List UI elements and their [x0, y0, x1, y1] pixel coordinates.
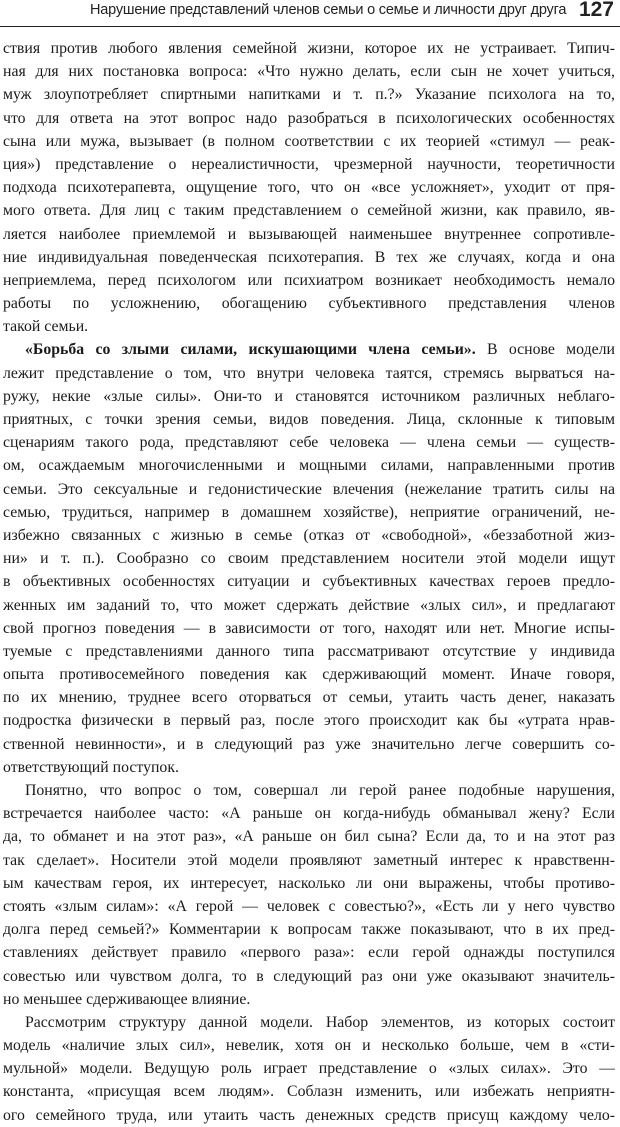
text-line: ние индивидуальная поведенческая психотерапия. В тех же случаях, когда и она [3, 248, 615, 266]
text-line: мульной» модели. Ведущую роль играет представление о «злых силах». Это — [3, 1060, 615, 1078]
text-line: свой прогноз поведения — в зависимости от того, находят или нет. Многие испы- [3, 619, 615, 637]
text-line: ни» и т. п.). Сообразно со своим представлением носители этой модели ищут [3, 550, 615, 568]
text-line: ом, осаждаемым многочисленными и мощными силами, направленными против [3, 457, 615, 475]
text-line: в объективных особенностях ситуации и субъективных качествах героев предло- [3, 573, 615, 591]
text-line: сына или мужа, вызывает (в полном соответствии с их теорией «стимул — реак- [3, 132, 615, 150]
section-heading-tail: В основе модели [486, 341, 615, 359]
text-line: семью, трудиться, например в домашнем хозяйстве), неприятие ограничений, не- [3, 503, 615, 521]
text-line: встречается наиболее часто: «А раньше он когда-нибудь обманывал жену? Если [3, 805, 615, 823]
running-title: Нарушение представлений членов семьи о семье и личности друг друга [90, 2, 567, 18]
text-line: такой семьи. [3, 318, 89, 336]
body-text [3, 37, 615, 1127]
text-line: ым качествам героя, их интересует, насколько ли они выражены, чтобы противо- [3, 874, 615, 892]
text-line: стоять «злым силам»: «А герой — человек с совестью?», «Есть ли у него чувство [3, 897, 615, 915]
text-line: ружу, некие «злые силы». Они-то и становятся источником различных неблаго- [3, 387, 615, 405]
section-heading: «Борьба со злыми силами, искушающими члена семьи». [25, 341, 476, 359]
text-line: семьи. Это сексуальные и гедонистические влечения (нежелание тратить силы на [3, 480, 615, 498]
text-line: ственной невинности», и в следующий раз уже значительно легче совершить со- [3, 735, 615, 753]
text-line: сценариям такого рода, представляют себе человека — члена семьи — существ- [3, 434, 615, 452]
text-line: по их мнению, труднее всего оторваться от семьи, утаить часть денег, наказать [3, 689, 615, 707]
text-line: работы по усложнению, обогащению субъективного представления членов [3, 295, 615, 313]
text-line: Понятно, что вопрос о том, совершал ли герой ранее подобные нарушения, [25, 782, 615, 799]
text-line: лежит представление о том, что внутри человека таятся, стремясь вырваться на- [3, 364, 615, 382]
page-header [0, 0, 620, 27]
text-line: ляется наиболее приемлемой и вызывающей наименьшее внутреннее сопротивле- [3, 225, 615, 243]
text-line: совестью или чувством долга, то в следующий раз они уже оказывают значитель- [3, 967, 615, 985]
page-number: 127 [578, 0, 614, 21]
text-line: подхода психотерапевта, ощущение того, что он «все усложняет», уходит от пря- [3, 179, 615, 197]
text-line: ответствующий поступок. [3, 758, 179, 776]
text-line: модель «наличие злых сил», невелик, хотя он и несколько больше, чем в «сти- [3, 1037, 615, 1055]
text-line: подростка физически в первый раз, после этого происходит как бы «утрата нрав- [3, 712, 615, 730]
text-line: ция») представление о нереалистичности, чрезмерной научности, теоретичности [3, 155, 615, 173]
text-line: ствия против любого явления семейной жизни, которое их не устраивает. Типич- [3, 40, 615, 57]
text-line: ная для них постановка вопроса: «Что нужно делать, если сын не хочет учиться, [3, 63, 615, 81]
text-line: да, то обманет и на этот раз», «А раньше он бил сына? Если да, то и на этот раз [3, 828, 615, 846]
text-line: что для ответа на этот вопрос надо разобраться в психологических особенностях [3, 109, 615, 127]
text-line: константа, «присущая всем людям». Соблазн изменить, или избежать неприятн- [3, 1083, 615, 1101]
text-line: опыта противосемейного поведения как сдерживающий момент. Иначе говоря, [3, 666, 615, 684]
text-line: ставлениях действует правило «первого раза»: если герой однажды поступился [3, 944, 615, 962]
text-line: муж злоупотребляет спиртными напитками и т. п.?» Указание психолога на то, [3, 86, 615, 104]
text-line: ого семейного труда, или утаить часть денежных средств присущ каждому чело- [3, 1106, 615, 1124]
text-line: но меньшее сдерживающее влияние. [3, 990, 251, 1008]
text-line: приятных, с точки зрения семьи, видов поведения. Лица, склонные к типовым [3, 411, 615, 428]
text-line: так сделает». Носители этой модели проявляют заметный интерес к нравственн- [3, 851, 615, 869]
text-line: избежно связанных с жизнью в семье (отказ от «свободной», «беззаботной жиз- [3, 526, 615, 544]
text-line: долга перед семьей?» Комментарии к вопросам также показывают, что в их пред- [3, 921, 615, 939]
text-line: женных им заданий то, что может сдержать действие «злых сил», и предлагают [3, 596, 615, 614]
text-line: мого ответа. Для лиц с таким представлением о семейной жизни, как правило, яв- [3, 202, 615, 220]
text-line: туемые с представлениями данного типа рассматривают отсутствие у индивида [3, 642, 615, 660]
section-heading-line [3, 338, 615, 361]
text-line: Рассмотрим структуру данной модели. Набор элементов, из которых состоит [25, 1013, 615, 1031]
text-line: неприемлема, перед психологом или психиатром возникает необходимость немало [3, 271, 615, 289]
